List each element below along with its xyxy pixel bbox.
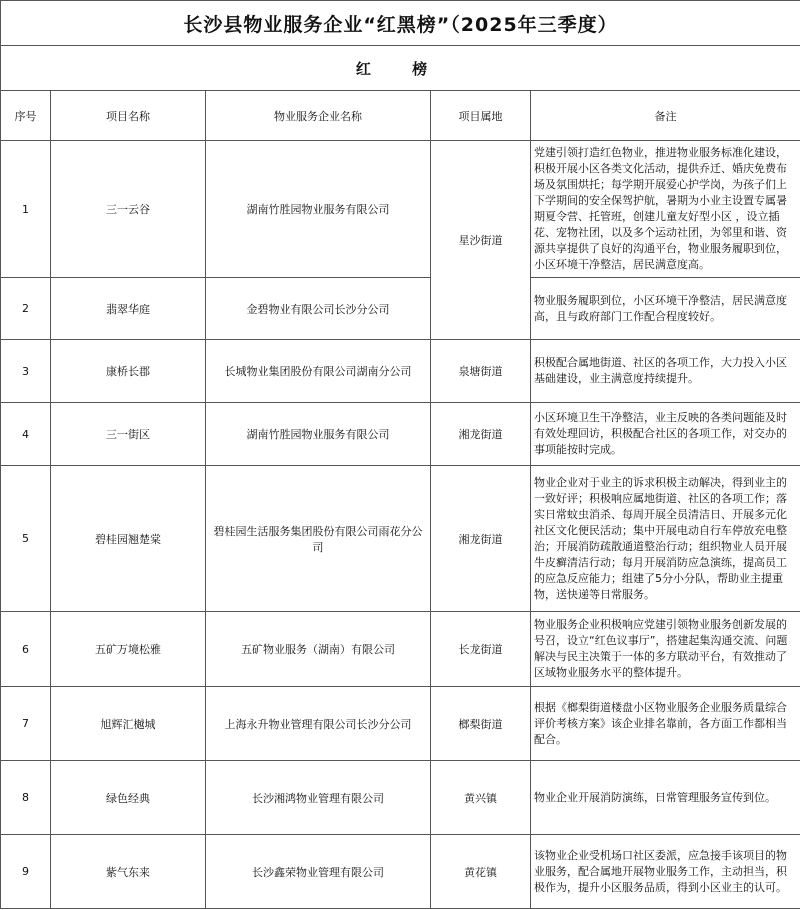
row-note: 物业服务企业积极响应党建引领物业服务创新发展的号召，设立“红色议事厅”，搭建起集沟通交流、问题解决与民主决策于一体的多方联动平台，有效推动了区域物业服务水平的整体提升。 (531, 612, 800, 687)
row-location: 星沙街道 (431, 141, 531, 340)
row-no: 3 (1, 340, 51, 403)
table-row (1, 612, 800, 687)
row-no: 1 (1, 141, 51, 278)
row-note: 物业服务履职到位，小区环境干净整洁，居民满意度高，且与政府部门工作配合程度较好。 (531, 278, 800, 340)
row-project: 旭辉汇樾城 (51, 687, 206, 761)
row-company: 长城物业集团股份有限公司湖南分公司 (206, 340, 431, 403)
row-project: 三一街区 (51, 403, 206, 466)
row-location: 泉塘街道 (431, 340, 531, 403)
row-company: 湖南竹胜园物业服务有限公司 (206, 403, 431, 466)
row-project: 碧桂园翘楚棠 (51, 466, 206, 612)
row-no: 5 (1, 466, 51, 612)
table-row (1, 687, 800, 761)
row-company: 长沙鑫荣物业管理有限公司 (206, 835, 431, 909)
table-row (1, 403, 800, 466)
row-project: 紫气东来 (51, 835, 206, 909)
table-row (1, 835, 800, 909)
row-project: 三一云谷 (51, 141, 206, 278)
row-note: 党建引领打造红色物业，推进物业服务标准化建设，积极开展小区各类文化活动，提供乔迁、婚庆免费布场及氛围烘托；每学期开展爱心护学岗，为孩子们上下学期间的安全保驾护航，暑期为小业主设置专属暑期夏令营、托管班，创建儿童友好型小区 ，设立插花、宠物社团，以及多个运动社团，为邻里和谐、资源共享提供了良好的沟通平台，物业服务履职到位，小区环境干净整洁，居民满意度高。 (531, 141, 800, 278)
row-company: 金碧物业有限公司长沙分公司 (206, 278, 431, 340)
header-row (1, 91, 800, 141)
row-location: 长龙街道 (431, 612, 531, 687)
row-no: 7 (1, 687, 51, 761)
table-row (1, 278, 800, 340)
row-note: 小区环境卫生干净整洁，业主反映的各类问题能及时有效处理回访，积极配合社区的各项工作，对交办的事项能按时完成。 (531, 403, 800, 466)
row-company: 碧桂园生活服务集团股份有限公司雨花分公司 (206, 466, 431, 612)
header-location: 项目属地 (431, 91, 531, 141)
header-company: 物业服务企业名称 (206, 91, 431, 141)
row-location: 榔梨街道 (431, 687, 531, 761)
row-no: 2 (1, 278, 51, 340)
row-company: 湖南竹胜园物业服务有限公司 (206, 141, 431, 278)
row-project: 绿色经典 (51, 761, 206, 835)
document-title: 长沙县物业服务企业“红黑榜”（2025年三季度） (1, 1, 800, 46)
row-no: 4 (1, 403, 51, 466)
table-row (1, 340, 800, 403)
row-location: 黄兴镇 (431, 761, 531, 835)
row-location: 黄花镇 (431, 835, 531, 909)
header-note: 备注 (531, 91, 800, 141)
row-note: 物业企业对于业主的诉求积极主动解决，得到业主的一致好评；积极响应属地街道、社区的各项工作；落实日常蚊虫消杀、每周开展全员清洁日、开展多元化社区文化便民活动；集中开展电动自行车停放充电整治；开展消防疏散通道整治行动；组织物业人员开展牛皮癣清洁行动；每月开展消防应急演练，提高员工的应急反应能力；组建了5分小分队，帮助业主提重物，送快递等日常服务。 (531, 466, 800, 612)
row-location: 湘龙街道 (431, 403, 531, 466)
row-note: 根据《榔梨街道楼盘小区物业服务企业服务质量综合评价考核方案》该企业排名靠前，各方面工作都相当配合。 (531, 687, 800, 761)
table-row (1, 466, 800, 612)
row-no: 6 (1, 612, 51, 687)
row-company: 五矿物业服务（湖南）有限公司 (206, 612, 431, 687)
table-row (1, 761, 800, 835)
row-project: 五矿万境松雅 (51, 612, 206, 687)
row-company: 长沙湘鸿物业管理有限公司 (206, 761, 431, 835)
row-location: 湘龙街道 (431, 466, 531, 612)
row-project: 康桥长郡 (51, 340, 206, 403)
row-note: 物业企业开展消防演练，日常管理服务宣传到位。 (531, 761, 800, 835)
header-project: 项目名称 (51, 91, 206, 141)
row-no: 8 (1, 761, 51, 835)
table-row (1, 141, 800, 278)
header-no: 序号 (1, 91, 51, 141)
section-heading: 红 榜 (1, 46, 800, 91)
row-no: 9 (1, 835, 51, 909)
row-note: 该物业企业受机场口社区委派，应急接手该项目的物业服务，配合属地开展物业服务工作，主动担当，积极作为，提升小区服务品质，得到小区业主的认可。 (531, 835, 800, 909)
row-project: 翡翠华庭 (51, 278, 206, 340)
row-company: 上海永升物业管理有限公司长沙分公司 (206, 687, 431, 761)
row-note: 积极配合属地街道、社区的各项工作，大力投入小区基础建设，业主满意度持续提升。 (531, 340, 800, 403)
